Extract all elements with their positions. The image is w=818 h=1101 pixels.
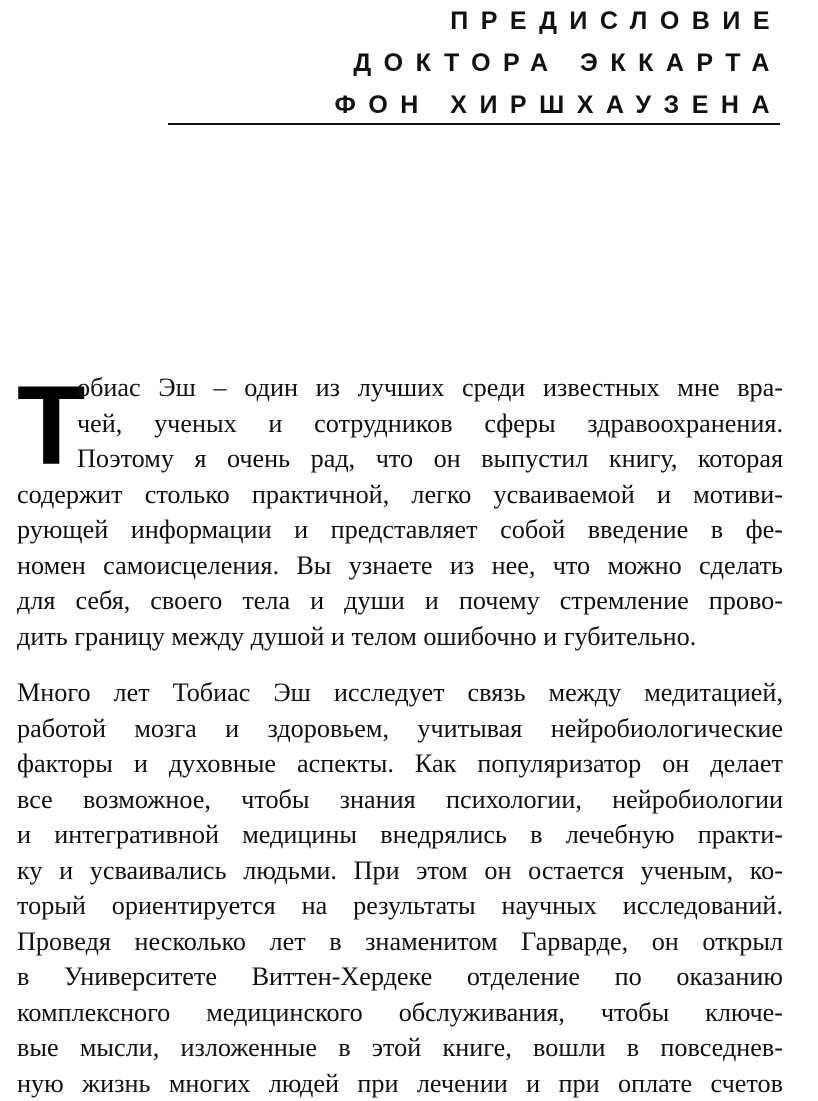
text-line: обиас Эш – один из лучших среди известных мне вра- <box>17 370 783 406</box>
text-line: и интегративной медицины внедрялись в лечебную практи- <box>17 817 783 853</box>
text-line: Проведя несколько лет в знаменитом Гарварде, он открыл <box>17 924 783 960</box>
chapter-title-line-2: ДОКТОРА ЭККАРТА <box>335 42 783 84</box>
text-line: для себя, своего тела и души и почему стремление прово- <box>17 583 783 619</box>
chapter-title <box>335 0 783 126</box>
text-line: в Университете Виттен-Хердеке отделение по оказанию <box>17 959 783 995</box>
text-line: рующей информации и представляет собой введение в фе- <box>17 512 783 548</box>
text-line: номен самоисцеления. Вы узнаете из нее, что можно сделать <box>17 548 783 584</box>
text-line: факторы и духовные аспекты. Как популяризатор он делает <box>17 746 783 782</box>
text-line: содержит столько практичной, легко усваиваемой и мотиви- <box>17 477 783 513</box>
text-line: чей, ученых и сотрудников сферы здравоохранения. <box>17 406 783 442</box>
text-line: Поэтому я очень рад, что он выпустил книгу, которая <box>17 441 783 477</box>
title-divider <box>168 123 780 125</box>
text-line: ную жизнь многих людей при лечении и при оплате счетов <box>17 1066 783 1101</box>
text-line: все возможное, чтобы знания психологии, нейробиологии <box>17 782 783 818</box>
text-line: комплексного медицинского обслуживания, чтобы ключе- <box>17 995 783 1031</box>
text-line: ку и усваивались людьми. При этом он остается ученым, ко- <box>17 853 783 889</box>
text-line: Много лет Тобиас Эш исследует связь между медитацией, <box>17 675 783 711</box>
paragraph-2 <box>17 675 783 1101</box>
chapter-title-line-3: ФОН ХИРШХАУЗЕНА <box>335 84 783 126</box>
text-line: вые мысли, изложенные в этой книге, вошли в повседнев- <box>17 1030 783 1066</box>
text-line: работой мозга и здоровьем, учитывая нейробиологические <box>17 711 783 747</box>
text-line: дить границу между душой и телом ошибочно и губительно. <box>17 619 783 655</box>
paragraph-1 <box>17 370 783 654</box>
drop-cap: Т <box>17 378 85 474</box>
text-line: торый ориентируется на результаты научных исследований. <box>17 888 783 924</box>
chapter-title-line-1: ПРЕДИСЛОВИЕ <box>335 0 783 42</box>
